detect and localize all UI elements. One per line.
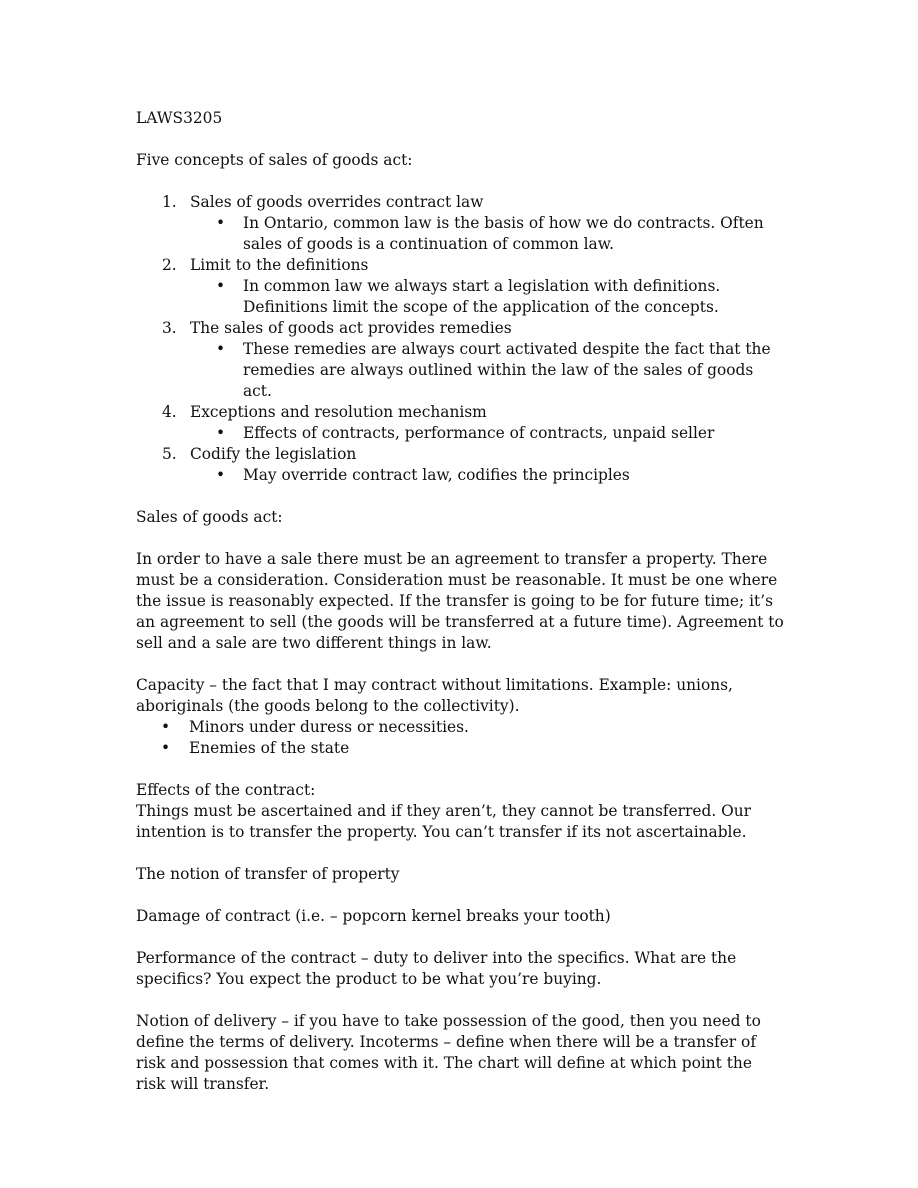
capacity-item-text: Enemies of the state bbox=[189, 739, 350, 757]
bullet-icon: • bbox=[216, 424, 226, 442]
spacer bbox=[136, 990, 786, 1011]
concept-detail-item bbox=[190, 213, 786, 255]
sale-paragraph: In order to have a sale there must be an agreement to transfer a property. There must be a consideration. Consideration must be reasonable. It must be one where the issue is reasonably expected. If the transfer is going to be for future time; it’s an agreement to sell (the goods will be transferred at a future time). Agreement to sell and a sale are two different things in law. bbox=[136, 550, 784, 652]
concepts-list bbox=[136, 192, 786, 486]
concept-title: Sales of goods overrides contract law bbox=[190, 193, 484, 211]
damage-line: Damage of contract (i.e. – popcorn kernel breaks your tooth) bbox=[136, 907, 611, 925]
concept-detail-item bbox=[190, 339, 786, 402]
capacity-paragraph: Capacity – the fact that I may contract without limitations. Example: unions, aboriginals (the goods belong to the collectivity). bbox=[136, 676, 733, 715]
spacer bbox=[136, 171, 786, 192]
concept-item bbox=[136, 192, 786, 255]
concept-title: The sales of goods act provides remedies bbox=[190, 319, 512, 337]
concept-number: 2. bbox=[162, 256, 177, 274]
concept-detail-item bbox=[190, 423, 786, 444]
concept-detail-list bbox=[190, 465, 786, 486]
bullet-icon: • bbox=[216, 277, 226, 295]
concept-number: 5. bbox=[162, 445, 177, 463]
bullet-icon: • bbox=[216, 340, 226, 358]
intro-line: Five concepts of sales of goods act: bbox=[136, 151, 413, 169]
concept-detail-list bbox=[190, 339, 786, 402]
spacer bbox=[136, 927, 786, 948]
concept-detail-list bbox=[190, 276, 786, 318]
transfer-notion: The notion of transfer of property bbox=[136, 865, 400, 883]
concept-item bbox=[136, 444, 786, 486]
concept-item bbox=[136, 402, 786, 444]
document-page bbox=[136, 108, 786, 1095]
spacer bbox=[136, 528, 786, 549]
concept-detail: Effects of contracts, performance of contracts, unpaid seller bbox=[243, 424, 715, 442]
concept-detail-list bbox=[190, 423, 786, 444]
bullet-icon: • bbox=[216, 214, 226, 232]
concept-title: Exceptions and resolution mechanism bbox=[190, 403, 487, 421]
delivery-paragraph: Notion of delivery – if you have to take possession of the good, then you need to define the terms of delivery. Incoterms – define when there will be a transfer of risk and possession that comes with it. The chart will define at which point the risk will transfer. bbox=[136, 1012, 761, 1093]
capacity-item bbox=[136, 717, 786, 738]
spacer bbox=[136, 654, 786, 675]
concept-title: Limit to the definitions bbox=[190, 256, 369, 274]
effects-paragraph: Things must be ascertained and if they aren’t, they cannot be transferred. Our intention is to transfer the property. You can’t transfer if its not ascertainable. bbox=[136, 802, 752, 841]
spacer bbox=[136, 486, 786, 507]
concept-detail-item bbox=[190, 276, 786, 318]
concept-detail: In Ontario, common law is the basis of how we do contracts. Often sales of goods is a continuation of common law. bbox=[243, 214, 764, 253]
bullet-icon: • bbox=[161, 739, 171, 757]
concept-detail: May override contract law, codifies the principles bbox=[243, 466, 630, 484]
effects-heading: Effects of the contract: bbox=[136, 781, 316, 799]
concept-detail: These remedies are always court activated despite the fact that the remedies are always outlined within the law of the sales of goods act. bbox=[243, 340, 771, 400]
concept-number: 1. bbox=[162, 193, 177, 211]
sales-heading: Sales of goods act: bbox=[136, 508, 283, 526]
spacer bbox=[136, 759, 786, 780]
bullet-icon: • bbox=[216, 466, 226, 484]
bullet-icon: • bbox=[161, 718, 171, 736]
concept-number: 4. bbox=[162, 403, 177, 421]
concept-number: 3. bbox=[162, 319, 177, 337]
capacity-list bbox=[136, 717, 786, 759]
spacer bbox=[136, 885, 786, 906]
spacer bbox=[136, 843, 786, 864]
concept-item bbox=[136, 318, 786, 402]
spacer bbox=[136, 129, 786, 150]
concept-item bbox=[136, 255, 786, 318]
performance-paragraph: Performance of the contract – duty to deliver into the specifics. What are the specifics? You expect the product to be what you’re buying. bbox=[136, 949, 737, 988]
concept-detail-list bbox=[190, 213, 786, 255]
concept-detail: In common law we always start a legislation with definitions. Definitions limit the scope of the application of the concepts. bbox=[243, 277, 721, 316]
capacity-item bbox=[136, 738, 786, 759]
course-code: LAWS3205 bbox=[136, 109, 223, 127]
concept-detail-item bbox=[190, 465, 786, 486]
concept-title: Codify the legislation bbox=[190, 445, 357, 463]
capacity-item-text: Minors under duress or necessities. bbox=[189, 718, 469, 736]
